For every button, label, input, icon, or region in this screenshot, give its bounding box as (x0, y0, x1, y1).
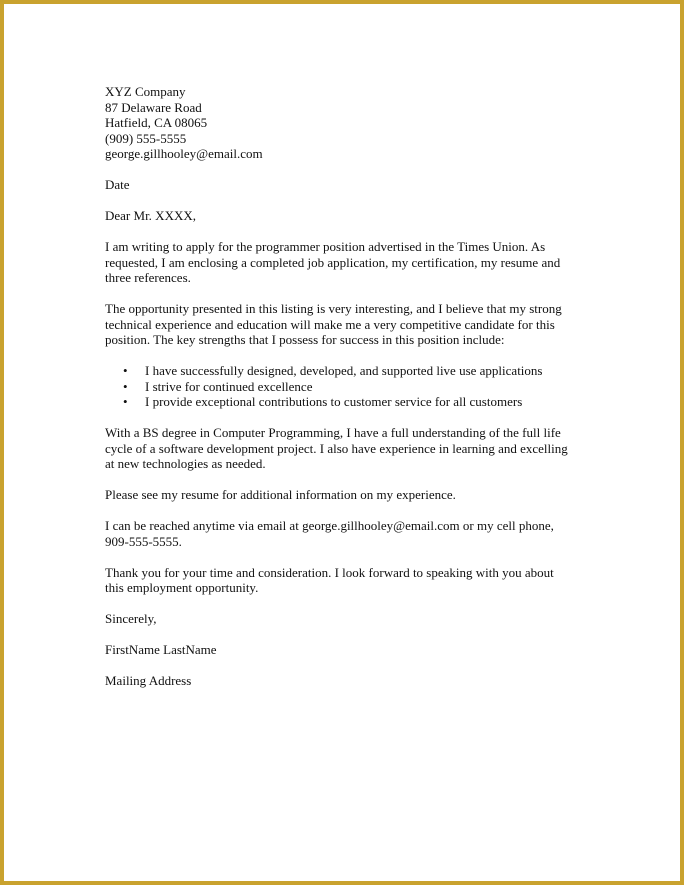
paragraph-thanks (105, 565, 595, 596)
bullet-icon: • (123, 378, 128, 394)
paragraph-line: position. The key strengths that I possess for success in this position include: (105, 332, 505, 347)
paragraph-degree (105, 425, 595, 472)
list-item (105, 379, 595, 395)
paragraph-line: The opportunity presented in this listing is very interesting, and I believe that my strong (105, 301, 562, 316)
list-item-text: I have successfully designed, developed, and supported live use applications (145, 363, 543, 378)
list-item-text: I provide exceptional contributions to customer service for all customers (145, 394, 523, 409)
paragraph-contact (105, 518, 595, 549)
paragraph-line: I can be reached anytime via email at george.gillhooley@email.com or my cell phone, (105, 518, 554, 533)
sender-address (105, 84, 595, 162)
list-item (105, 363, 595, 379)
paragraph-line: technical experience and education will make me a very competitive candidate for this (105, 316, 555, 332)
paragraph-line: I am writing to apply for the programmer position advertised in the Times Union. As (105, 239, 546, 254)
paragraph-line: With a BS degree in Computer Programming, I have a full understanding of the full life (105, 425, 561, 440)
bullet-icon: • (123, 394, 128, 409)
paragraph-line: 909-555-5555. (105, 533, 182, 549)
cover-letter (105, 84, 595, 689)
paragraph-opportunity (105, 301, 595, 348)
paragraph-resume (105, 487, 595, 503)
signature-name: FirstName LastName (105, 642, 217, 657)
closing: Sincerely, (105, 611, 157, 626)
paragraph-line: Thank you for your time and consideration. I look forward to speaking with you about (105, 564, 554, 580)
mailing-address: Mailing Address (105, 673, 192, 688)
paragraph-line: at new technologies as needed. (105, 456, 266, 471)
letter-date: Date (105, 177, 130, 192)
list-item-text: I strive for continued excellence (145, 378, 313, 394)
paragraph-line: requested, I am enclosing a completed job application, my certification, my resume and (105, 254, 561, 270)
paragraph-line: Please see my resume for additional information on my experience. (105, 487, 456, 502)
list-item (105, 394, 595, 410)
bullet-icon: • (123, 363, 128, 378)
sender-company: XYZ Company (105, 84, 186, 99)
paragraph-line: three references. (105, 270, 191, 285)
sender-city: Hatfield, CA 08065 (105, 115, 208, 130)
sender-phone: (909) 555-5555 (105, 130, 187, 146)
strengths-list (105, 363, 595, 410)
paragraph-line: this employment opportunity. (105, 580, 259, 595)
salutation: Dear Mr. XXXX, (105, 208, 196, 223)
paragraph-intro (105, 239, 595, 286)
sender-street: 87 Delaware Road (105, 99, 202, 115)
sender-email: george.gillhooley@email.com (105, 146, 263, 161)
paragraph-line: cycle of a software development project. I also have experience in learning and excelling (105, 440, 568, 456)
